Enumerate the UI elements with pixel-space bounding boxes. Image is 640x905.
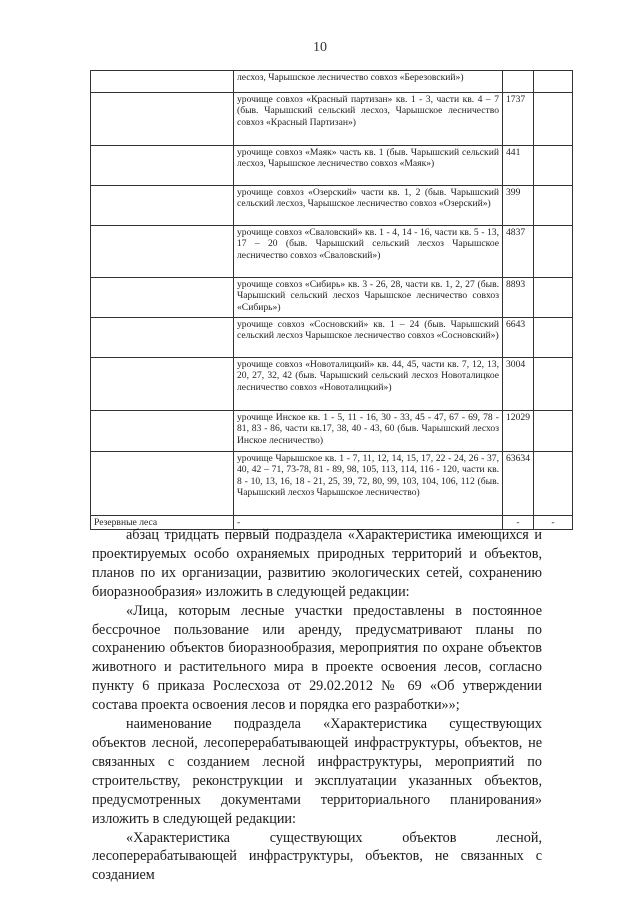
table-row (91, 71, 573, 93)
table-cell-description: урочище совхоз «Красный партизан» кв. 1 - 3, части кв. 4 – 7 (быв. Чарышский сельский лесхоз, Чарышское лесничество совхоз «Красный Партизан») (234, 93, 503, 146)
amendment-text (92, 526, 542, 885)
table-cell (534, 146, 573, 186)
table-row (91, 452, 573, 516)
table-cell-value: 6643 (503, 318, 534, 358)
table-row (91, 226, 573, 278)
table-cell (534, 71, 573, 93)
table-cell-description: лесхоз, Чарышское лесничество совхоз «Березовский») (234, 71, 503, 93)
table-cell-description: урочище совхоз «Маяк» часть кв. 1 (быв. Чарышский сельский лесхоз, Чарышское лесничество совхоз «Маяк») (234, 146, 503, 186)
table-row (91, 93, 573, 146)
table-cell (534, 318, 573, 358)
table-cell (91, 452, 234, 516)
table-cell-value: 1737 (503, 93, 534, 146)
table-cell-description: урочище совхоз «Сосновский» кв. 1 – 24 (быв. Чарышский сельский лесхоз Чарышское лесничество совхоз «Сосновский») (234, 318, 503, 358)
table-cell (91, 278, 234, 318)
table-cell (534, 226, 573, 278)
table-cell-value (503, 71, 534, 93)
table-cell-value: 3004 (503, 358, 534, 411)
table-cell-description: урочище Чарышское кв. 1 - 7, 11, 12, 14, 15, 17, 22 - 24, 26 - 37, 40, 42 – 71, 73-78, 81 - 89, 98, 105, 113, 114, 116 - 120, части кв. 8 - 10, 13, 16, 18 - 21, 25, 39, 72, 80, 99, 103, 104, 106, 112 (быв. Чарышский лесхоз Чарышское лесничество) (234, 452, 503, 516)
table-cell (534, 411, 573, 452)
table-row (91, 411, 573, 452)
table-cell (534, 452, 573, 516)
table-cell (91, 226, 234, 278)
paragraph: «Лица, которым лесные участки предоставлены в постоянное бессрочное пользование или аренду, предусматривают планы по сохранению объектов биоразнообразия, мероприятия по охране объектов животного и растительного мира в проекте освоения лесов, согласно пункту 6 приказа Рослесхоза от 29.02.2012 № 69 «Об утверждении состава проекта освоения лесов и порядка его разработки»»; (92, 602, 542, 714)
table-cell-value: 441 (503, 146, 534, 186)
table-cell-value: 4837 (503, 226, 534, 278)
table-cell (91, 146, 234, 186)
table-cell (91, 71, 234, 93)
table-cell-description: урочище совхоз «Сибирь» кв. 3 - 26, 28, части кв. 1, 2, 27 (быв. Чарышский сельский лесхоз Чарышское лесничество совхоз «Сибирь») (234, 278, 503, 318)
table-cell-value: 399 (503, 186, 534, 226)
table-row (91, 358, 573, 411)
table-row (91, 318, 573, 358)
reserve-label: Резервные леса (91, 516, 234, 530)
table-cell-value: 63634 (503, 452, 534, 516)
paragraph: «Характеристика существующих объектов лесной, лесоперерабатывающей инфраструктуры, объектов, не связанных с созданием (92, 829, 542, 884)
table-cell-description: урочище Инское кв. 1 - 5, 11 - 16, 30 - 33, 45 - 47, 67 - 69, 78 - 81, 83 - 86, части кв.17, 38, 40 - 43, 60 (быв. Чарышский лесхоз Инское лесничество) (234, 411, 503, 452)
table-cell (91, 93, 234, 146)
reserve-dash: - (234, 516, 503, 530)
forest-table (90, 70, 573, 530)
table-cell (91, 318, 234, 358)
table-cell-description: урочище совхоз «Озерский» части кв. 1, 2 (быв. Чарышский сельский лесхоз, Чарышское лесничество совхоз «Озерский») (234, 186, 503, 226)
table-cell (534, 278, 573, 318)
table-cell (91, 186, 234, 226)
table-cell (534, 93, 573, 146)
paragraph: абзац тридцать первый подраздела «Характеристика имеющихся и проектируемых особо охраняемых природных территорий и объектов, планов по их организации, развитию экологических сетей, сохранению биоразнообразия» изложить в следующей редакции: (92, 527, 542, 600)
table-cell-description: урочище совхоз «Новоталицкий» кв. 44, 45, части кв. 7, 12, 13, 20, 27, 32, 42 (быв. Чарышский сельский лесхоз Новоталицкое лесничество совхоз «Новоталицкий») (234, 358, 503, 411)
table-cell-value: 12029 (503, 411, 534, 452)
table-cell-value: 8893 (503, 278, 534, 318)
reserve-dash: - (534, 516, 573, 530)
table-cell (534, 186, 573, 226)
page-number: 10 (313, 40, 327, 55)
table-cell (534, 358, 573, 411)
table-row (91, 278, 573, 318)
paragraph: наименование подраздела «Характеристика существующих объектов лесной, лесоперерабатывающей инфраструктуры, объектов, не связанных с созданием лесной инфраструктуры, мероприятий по строительству, реконструкции и эксплуатации указанных объектов, предусмотренных документами территориального планирования» изложить в следующей редакции: (92, 716, 542, 827)
table-row (91, 186, 573, 226)
table-row (91, 146, 573, 186)
table-cell-description: урочище совхоз «Сваловский» кв. 1 - 4, 14 - 16, части кв. 5 - 13, 17 – 20 (быв. Чарышский сельский лесхоз Чарышское лесничество совхоз «Сваловский») (234, 226, 503, 278)
reserve-dash: - (503, 516, 534, 530)
table-cell (91, 411, 234, 452)
table-cell (91, 358, 234, 411)
